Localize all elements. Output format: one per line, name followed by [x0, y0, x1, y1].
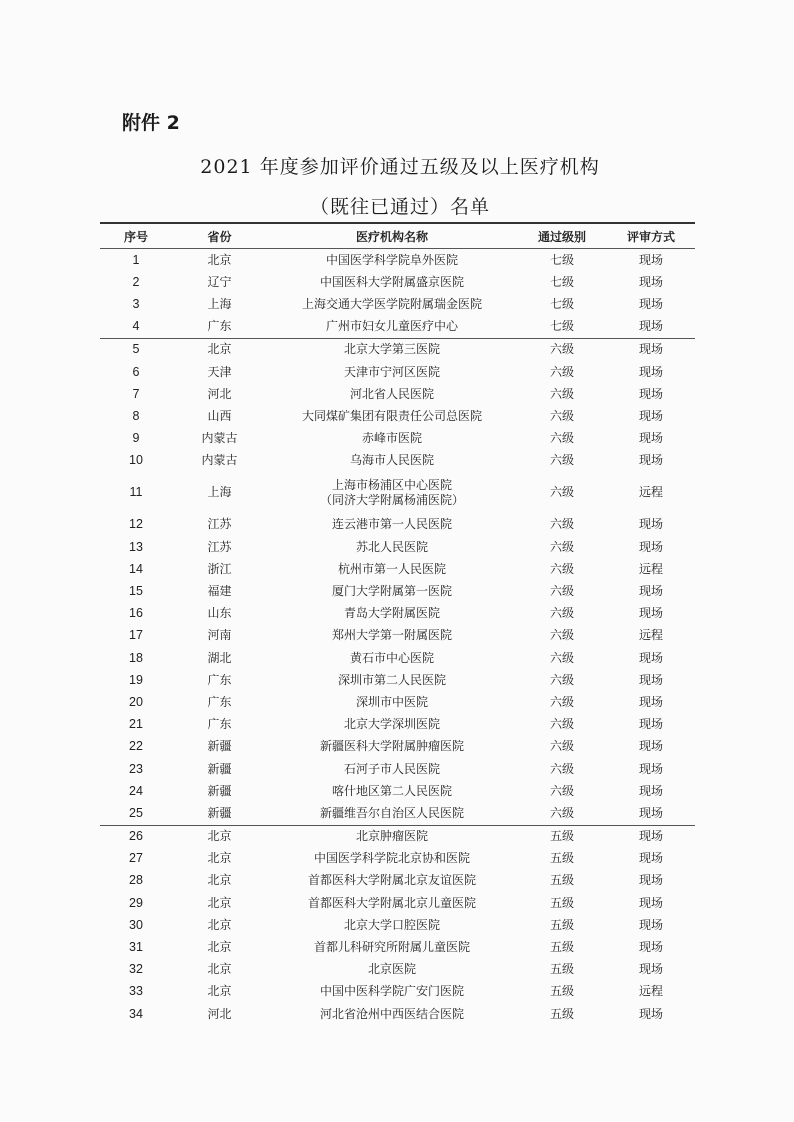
- cell-province: 北京: [207, 895, 232, 910]
- cell-review-method: 现场: [638, 296, 663, 311]
- table-row: [100, 293, 695, 315]
- cell-serial-number: 4: [132, 319, 140, 334]
- cell-serial-number: 25: [129, 805, 143, 820]
- cell-province: 北京: [207, 851, 232, 866]
- cell-review-method: 现场: [638, 364, 663, 379]
- cell-province: 北京: [207, 252, 232, 267]
- cell-serial-number: 27: [129, 851, 143, 866]
- header-serial-number: 序号: [100, 223, 172, 249]
- cell-province: 北京: [207, 940, 232, 955]
- cell-serial-number: 22: [129, 739, 143, 754]
- table-row: [100, 625, 695, 647]
- cell-review-method: 现场: [638, 672, 663, 687]
- cell-pass-level: 五级: [549, 873, 574, 888]
- table-row: [100, 271, 695, 293]
- cell-pass-level: 七级: [549, 296, 574, 311]
- cell-institution-name: 石河子市人民医院: [343, 761, 440, 776]
- cell-institution-name: 连云港市第一人民医院: [331, 517, 452, 532]
- cell-serial-number: 20: [129, 694, 143, 709]
- cell-review-method: 现场: [638, 517, 663, 532]
- table-row: [100, 802, 695, 825]
- cell-serial-number: 12: [129, 517, 143, 532]
- table-row: [100, 892, 695, 914]
- cell-review-method: 现场: [638, 895, 663, 910]
- cell-institution-name: 杭州市第一人民医院: [337, 561, 446, 576]
- cell-review-method: 现场: [638, 694, 663, 709]
- table-row: [100, 825, 695, 848]
- cell-institution-name: 苏北人民医院: [355, 539, 428, 554]
- header-pass-level: 通过级别: [517, 223, 607, 249]
- cell-province: 辽宁: [207, 274, 232, 289]
- cell-institution-name: 大同煤矿集团有限责任公司总医院: [301, 408, 482, 423]
- cell-pass-level: 六级: [549, 485, 574, 500]
- table-row: [100, 870, 695, 892]
- cell-serial-number: 2: [132, 274, 140, 289]
- table-row: [100, 714, 695, 736]
- cell-institution-name: 厦门大学附属第一医院: [331, 584, 452, 599]
- table-header-row: [100, 223, 695, 249]
- cell-serial-number: 32: [129, 962, 143, 977]
- cell-pass-level: 五级: [549, 1006, 574, 1021]
- cell-review-method: 现场: [638, 650, 663, 665]
- cell-pass-level: 七级: [549, 274, 574, 289]
- cell-institution-name: 喀什地区第二人民医院: [331, 783, 452, 798]
- cell-province: 北京: [207, 984, 232, 999]
- cell-institution-name: 天津市宁河区医院: [343, 364, 440, 379]
- cell-province: 上海: [207, 485, 232, 500]
- hospital-list-table: [100, 222, 695, 1025]
- cell-review-method: 现场: [638, 539, 663, 554]
- cell-province: 河南: [207, 628, 232, 643]
- cell-institution-name: 首都医科大学附属北京友谊医院: [307, 873, 476, 888]
- cell-pass-level: 六级: [549, 453, 574, 468]
- document-title-line-2: （既往已通过）名单: [309, 196, 490, 218]
- cell-pass-level: 七级: [549, 319, 574, 334]
- cell-pass-level: 五级: [549, 940, 574, 955]
- institution-name-line-2: （同济大学附属杨浦医院）: [319, 492, 464, 507]
- table-row: [100, 558, 695, 580]
- cell-institution-name: 河北省沧州中西医结合医院: [319, 1006, 464, 1021]
- cell-province: 北京: [207, 873, 232, 888]
- cell-serial-number: 23: [129, 761, 143, 776]
- cell-province: 广东: [207, 717, 232, 732]
- cell-review-method: 现场: [638, 408, 663, 423]
- cell-province: 河北: [207, 386, 232, 401]
- cell-pass-level: 五级: [549, 984, 574, 999]
- table-row: [100, 736, 695, 758]
- cell-institution-name: 河北省人民医院: [349, 386, 434, 401]
- table-row: [100, 383, 695, 405]
- cell-serial-number: 13: [129, 539, 143, 554]
- table-row: [100, 450, 695, 472]
- cell-pass-level: 六级: [549, 717, 574, 732]
- cell-review-method: 现场: [638, 431, 663, 446]
- cell-institution-name: 赤峰市医院: [361, 431, 422, 446]
- cell-review-method: 现场: [638, 739, 663, 754]
- table-row: [100, 249, 695, 272]
- cell-province: 山西: [207, 408, 232, 423]
- cell-institution-name: 北京大学口腔医院: [343, 917, 440, 932]
- cell-serial-number: 17: [129, 628, 143, 643]
- table-row: [100, 981, 695, 1003]
- cell-province: 内蒙古: [201, 431, 238, 446]
- cell-institution-name: 中国医学科学院阜外医院: [325, 252, 458, 267]
- table-row: [100, 936, 695, 958]
- table-row: [100, 428, 695, 450]
- table-row: [100, 780, 695, 802]
- cell-province: 新疆: [207, 739, 232, 754]
- cell-province: 北京: [207, 917, 232, 932]
- cell-serial-number: 10: [129, 453, 143, 468]
- cell-serial-number: 19: [129, 672, 143, 687]
- table-row: [100, 914, 695, 936]
- cell-province: 北京: [207, 962, 232, 977]
- cell-review-method: 现场: [638, 717, 663, 732]
- cell-serial-number: 18: [129, 650, 143, 665]
- cell-institution-name: 首都儿科研究所附属儿童医院: [313, 940, 470, 955]
- table-row: [100, 669, 695, 691]
- table-row: [100, 758, 695, 780]
- cell-pass-level: 六级: [549, 805, 574, 820]
- cell-review-method: 现场: [638, 962, 663, 977]
- cell-serial-number: 3: [132, 296, 140, 311]
- table-row: [100, 316, 695, 339]
- cell-province: 新疆: [207, 805, 232, 820]
- cell-pass-level: 六级: [549, 539, 574, 554]
- cell-pass-level: 六级: [549, 517, 574, 532]
- cell-review-method: 现场: [638, 453, 663, 468]
- cell-province: 上海: [207, 296, 232, 311]
- cell-review-method: 远程: [638, 628, 663, 643]
- cell-institution-name: 北京大学第三医院: [267, 338, 517, 361]
- cell-review-method: 现场: [638, 851, 663, 866]
- cell-province: 广东: [207, 694, 232, 709]
- cell-serial-number: 29: [129, 895, 143, 910]
- cell-review-method: 远程: [638, 485, 663, 500]
- cell-review-method: 现场: [638, 761, 663, 776]
- cell-institution-name: 中国医科大学附属盛京医院: [319, 274, 464, 289]
- cell-pass-level: 六级: [517, 338, 607, 361]
- cell-serial-number: 1: [132, 252, 140, 267]
- cell-institution-name: 北京医院: [367, 962, 416, 977]
- cell-review-method: 远程: [638, 561, 663, 576]
- cell-serial-number: 24: [129, 783, 143, 798]
- cell-institution-name: 黄石市中心医院: [349, 650, 434, 665]
- cell-institution-name: 乌海市人民医院: [349, 453, 434, 468]
- cell-serial-number: 21: [129, 717, 143, 732]
- table-row: [100, 959, 695, 981]
- cell-serial-number: 33: [129, 984, 143, 999]
- cell-province: 湖北: [207, 650, 232, 665]
- cell-province: 山东: [207, 606, 232, 621]
- cell-review-method: 远程: [638, 984, 663, 999]
- table-row: [100, 1003, 695, 1025]
- cell-pass-level: 六级: [549, 386, 574, 401]
- cell-pass-level: 六级: [549, 431, 574, 446]
- cell-serial-number: 9: [132, 431, 140, 446]
- table-row: [100, 848, 695, 870]
- cell-pass-level: 六级: [549, 628, 574, 643]
- cell-review-method: 现场: [638, 319, 663, 334]
- cell-serial-number: 28: [129, 873, 143, 888]
- cell-province: 河北: [207, 1006, 232, 1021]
- cell-pass-level: 五级: [549, 851, 574, 866]
- cell-pass-level: 六级: [549, 761, 574, 776]
- table-row: [100, 338, 695, 361]
- cell-institution-name: 中国中医科学院广安门医院: [319, 984, 464, 999]
- cell-pass-level: 六级: [549, 606, 574, 621]
- table-row: [100, 536, 695, 558]
- cell-pass-level: 五级: [549, 917, 574, 932]
- document-title-line-1: 2021 年度参加评价通过五级及以上医疗机构: [200, 156, 600, 178]
- cell-serial-number: 11: [129, 485, 143, 500]
- cell-institution-name: 北京大学深圳医院: [343, 717, 440, 732]
- cell-institution-name: 深圳市第二人民医院: [337, 672, 446, 687]
- cell-institution-name: 上海交通大学医学院附属瑞金医院: [301, 296, 482, 311]
- cell-review-method: 现场: [638, 606, 663, 621]
- table-row: [100, 514, 695, 536]
- cell-province: 北京: [172, 338, 267, 361]
- cell-serial-number: 26: [100, 825, 172, 848]
- cell-institution-name: 北京肿瘤医院: [267, 825, 517, 848]
- cell-serial-number: 8: [132, 408, 140, 423]
- table-row: [100, 647, 695, 669]
- cell-review-method: 现场: [638, 805, 663, 820]
- cell-pass-level: 六级: [549, 672, 574, 687]
- cell-serial-number: 6: [132, 364, 140, 379]
- cell-pass-level: 五级: [549, 895, 574, 910]
- cell-province: 江苏: [207, 517, 232, 532]
- cell-pass-level: 六级: [549, 584, 574, 599]
- attachment-label: 附件 2: [122, 112, 180, 134]
- cell-pass-level: 六级: [549, 739, 574, 754]
- institution-name-line-1: 上海市杨浦区中心医院: [331, 477, 452, 492]
- header-review-method: 评审方式: [607, 223, 695, 249]
- cell-serial-number: 16: [129, 606, 143, 621]
- cell-province: 内蒙古: [201, 453, 238, 468]
- cell-province: 新疆: [207, 783, 232, 798]
- cell-pass-level: 六级: [549, 694, 574, 709]
- cell-institution-name: 新疆维吾尔自治区人民医院: [319, 805, 464, 820]
- table-row: [100, 580, 695, 602]
- cell-province: 广东: [207, 319, 232, 334]
- header-province: 省份: [172, 223, 267, 249]
- cell-review-method: 现场: [638, 252, 663, 267]
- cell-review-method: 现场: [638, 274, 663, 289]
- cell-review-method: 现场: [638, 584, 663, 599]
- cell-institution-name: 郑州大学第一附属医院: [331, 628, 452, 643]
- cell-institution-name: 青岛大学附属医院: [343, 606, 440, 621]
- cell-serial-number: 15: [129, 584, 143, 599]
- cell-review-method: 现场: [607, 825, 695, 848]
- cell-province: 天津: [207, 364, 232, 379]
- cell-institution-name: 深圳市中医院: [355, 694, 428, 709]
- cell-institution-name: 新疆医科大学附属肿瘤医院: [319, 739, 464, 754]
- cell-review-method: 现场: [638, 1006, 663, 1021]
- cell-province: 北京: [172, 825, 267, 848]
- cell-province: 江苏: [207, 539, 232, 554]
- cell-serial-number: 31: [129, 940, 143, 955]
- cell-institution-name: 首都医科大学附属北京儿童医院: [307, 895, 476, 910]
- cell-serial-number: 30: [129, 917, 143, 932]
- cell-pass-level: 七级: [549, 252, 574, 267]
- cell-review-method: 现场: [638, 873, 663, 888]
- cell-serial-number: 34: [129, 1006, 143, 1021]
- cell-serial-number: 14: [129, 561, 143, 576]
- cell-review-method: 现场: [607, 338, 695, 361]
- cell-pass-level: 六级: [549, 364, 574, 379]
- cell-province: 广东: [207, 672, 232, 687]
- cell-serial-number: 7: [132, 386, 140, 401]
- cell-pass-level: 六级: [549, 783, 574, 798]
- cell-institution-name: 中国医学科学院北京协和医院: [313, 851, 470, 866]
- cell-pass-level: 六级: [549, 408, 574, 423]
- cell-institution-name: [267, 472, 517, 514]
- cell-province: 新疆: [207, 761, 232, 776]
- cell-review-method: 现场: [638, 783, 663, 798]
- cell-review-method: 现场: [638, 917, 663, 932]
- table-row: [100, 691, 695, 713]
- cell-serial-number: 5: [100, 338, 172, 361]
- cell-pass-level: 五级: [549, 962, 574, 977]
- cell-province: 浙江: [207, 561, 232, 576]
- cell-pass-level: 六级: [549, 650, 574, 665]
- header-institution-name: 医疗机构名称: [267, 223, 517, 249]
- cell-institution-name: 广州市妇女儿童医疗中心: [325, 319, 458, 334]
- cell-pass-level: 五级: [517, 825, 607, 848]
- cell-review-method: 现场: [638, 940, 663, 955]
- cell-province: 福建: [207, 584, 232, 599]
- table-row: [100, 603, 695, 625]
- table-row: [100, 405, 695, 427]
- table-row: [100, 361, 695, 383]
- cell-pass-level: 六级: [549, 561, 574, 576]
- table-row: [100, 472, 695, 514]
- cell-review-method: 现场: [638, 386, 663, 401]
